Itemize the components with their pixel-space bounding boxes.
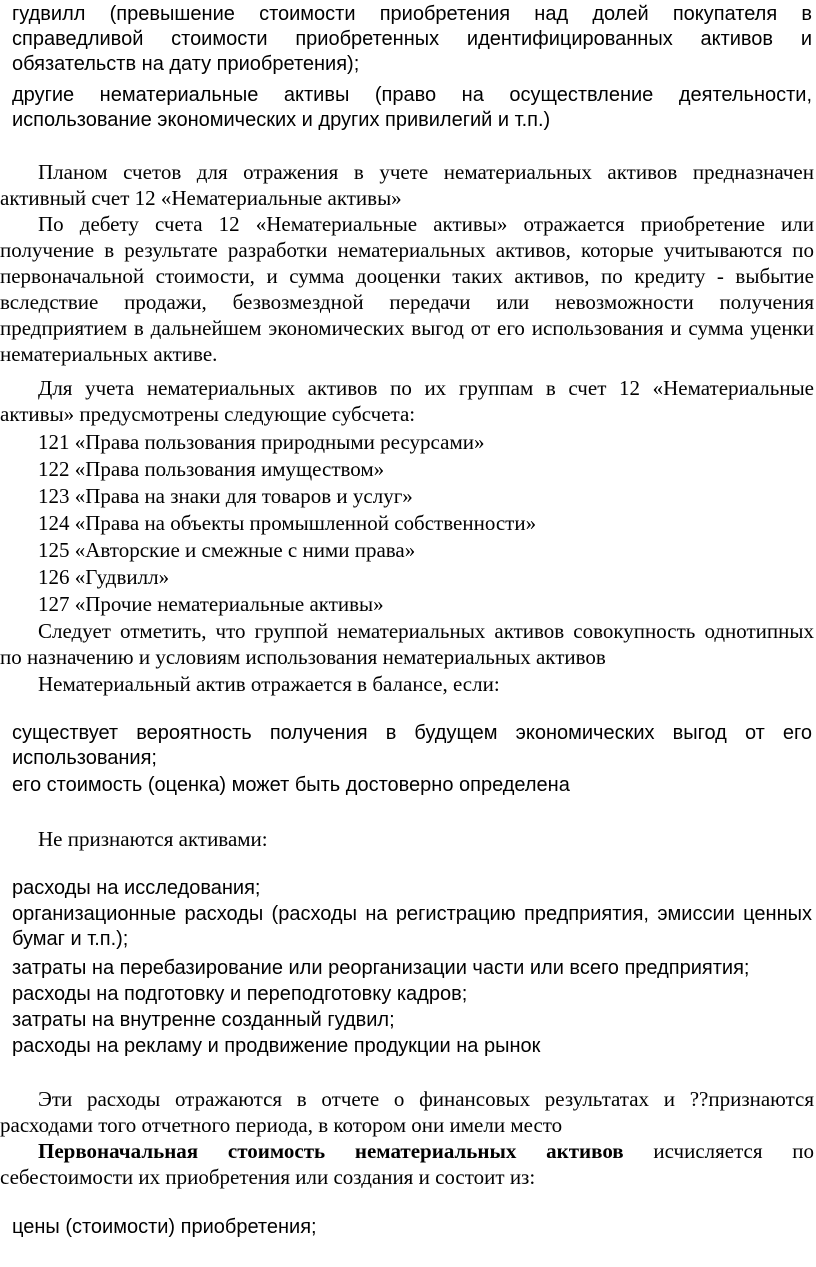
list-item-internal-goodwill: затраты на внутренне созданный гудвил; bbox=[12, 1009, 395, 1031]
paragraph-initial-cost bbox=[0, 1138, 814, 1190]
subaccount-122: 122 «Права пользования имуществом» bbox=[38, 457, 385, 481]
list-item-acquisition-price: цены (стоимости) приобретения; bbox=[12, 1216, 317, 1238]
subaccount-124: 124 «Права на объекты промышленной собственности» bbox=[38, 511, 537, 535]
paragraph-balance-recognition: Нематериальный актив отражается в балансе, если: bbox=[38, 672, 500, 696]
list-item-other-intangibles: другие нематериальные активы (право на осуществление деятельности, использование экономических и других привилегий и т.п.) bbox=[12, 84, 812, 131]
subaccount-126: 126 «Гудвилл» bbox=[38, 565, 170, 589]
list-item-relocation-costs: затраты на перебазирование или реорганизации части или всего предприятия; bbox=[12, 957, 750, 979]
list-item-reliable-cost: его стоимость (оценка) может быть достоверно определена bbox=[12, 774, 570, 796]
list-item-advertising-costs: расходы на рекламу и продвижение продукции на рынок bbox=[12, 1035, 541, 1057]
paragraph-chart-of-accounts: Планом счетов для отражения в учете нематериальных активов предназначен активный счет 12 «Нематериальные активы» bbox=[0, 160, 814, 210]
paragraph-expenses-reporting: Эти расходы отражаются в отчете о финансовых результатах и ??признаются расходами того отчетного периода, в котором они имели место bbox=[0, 1087, 814, 1137]
paragraph-group-note: Следует отметить, что группой нематериальных активов совокупность однотипных по назначению и условиям использования нематериальных активов bbox=[0, 619, 814, 669]
subaccount-125: 125 «Авторские и смежные с ними права» bbox=[38, 538, 416, 562]
list-item-goodwill: гудвилл (превышение стоимости приобретения над долей покупателя в справедливой стоимости приобретенных идентифицированных активов и обязательств на дату приобретения); bbox=[12, 3, 812, 75]
paragraph-subaccounts-intro: Для учета нематериальных активов по их группам в счет 12 «Нематериальные активы» предусмотрены следующие субсчета: bbox=[0, 376, 814, 426]
list-item-research-costs: расходы на исследования; bbox=[12, 877, 261, 899]
initial-cost-definition: исчисляется по себестоимости их приобретения или создания и состоит из: bbox=[0, 1139, 814, 1189]
paragraph-debit-credit: По дебету счета 12 «Нематериальные активы» отражается приобретение или получение в результате разработки нематериальных активов, которые учитываются по первоначальной стоимости, и сумма дооценки таких активов, по кредиту - выбытие вследствие продажи, безвозмездной передачи или невозможности получения предприятием в дальнейшем экономических выгод от его использования и сумма уценки нематериальных активе. bbox=[0, 212, 814, 366]
list-item-future-benefits: существует вероятность получения в будущем экономических выгод от его использования; bbox=[12, 722, 812, 769]
list-item-organizational-costs: организационные расходы (расходы на регистрацию предприятия, эмиссии ценных бумаг и т.п.); bbox=[12, 903, 812, 950]
subaccount-127: 127 «Прочие нематериальные активы» bbox=[38, 592, 384, 616]
subaccount-123: 123 «Права на знаки для товаров и услуг» bbox=[38, 484, 413, 508]
paragraph-not-assets: Не признаются активами: bbox=[38, 827, 268, 851]
subaccount-121: 121 «Права пользования природными ресурсами» bbox=[38, 430, 485, 454]
list-item-training-costs: расходы на подготовку и переподготовку кадров; bbox=[12, 983, 468, 1005]
initial-cost-term: Первоначальная стоимость нематериальных активов bbox=[38, 1139, 624, 1163]
